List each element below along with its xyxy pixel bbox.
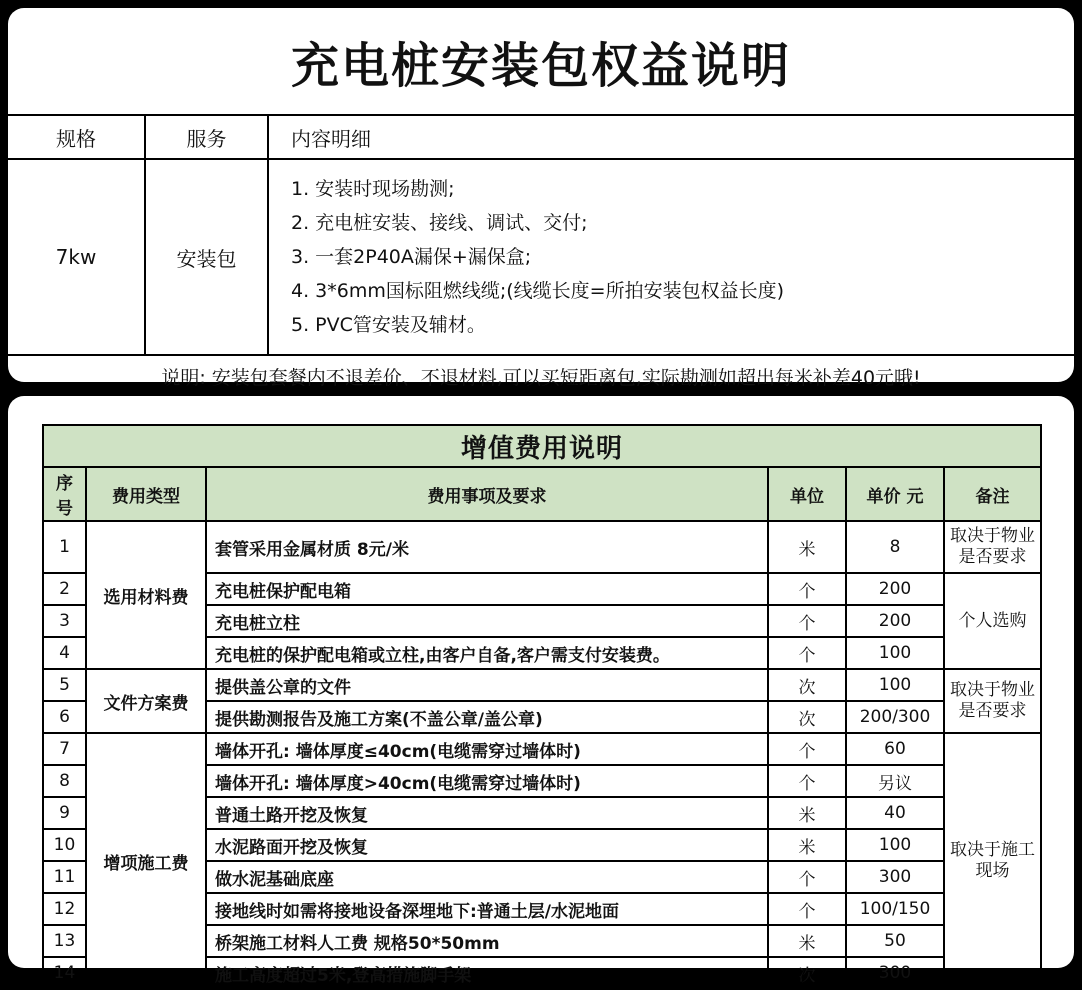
spec-value: 7kw	[8, 159, 145, 355]
fee-unit: 次	[768, 669, 846, 701]
fee-unit: 米	[768, 829, 846, 861]
header-detail: 内容明细	[268, 116, 1074, 159]
fee-type: 增项施工费	[86, 733, 206, 989]
col-header-remark: 备注	[944, 467, 1041, 521]
fee-price: 另议	[846, 765, 944, 797]
fee-item: 墙体开孔: 墙体厚度≤40cm(电缆需穿过墙体时)	[206, 733, 768, 765]
row-no: 8	[43, 765, 86, 797]
fee-unit: 次	[768, 701, 846, 733]
fee-unit: 个	[768, 637, 846, 669]
fee-unit: 米	[768, 797, 846, 829]
fee-unit: 次	[768, 957, 846, 989]
fee-unit: 米	[768, 925, 846, 957]
fee-item: 做水泥基础底座	[206, 861, 768, 893]
row-no: 7	[43, 733, 86, 765]
fee-item: 充电桩立柱	[206, 605, 768, 637]
fee-unit: 个	[768, 893, 846, 925]
col-header-item: 费用事项及要求	[206, 467, 768, 521]
fee-item: 套管采用金属材质 8元/米	[206, 521, 768, 573]
fee-unit: 个	[768, 573, 846, 605]
fee-remark: 取决于物业 是否要求	[944, 521, 1041, 573]
row-no: 13	[43, 925, 86, 957]
fee-item: 接地线时如需将接地设备深埋地下:普通土层/水泥地面	[206, 893, 768, 925]
service-value: 安装包	[145, 159, 268, 355]
fee-price: 40	[846, 797, 944, 829]
fee-price: 300	[846, 861, 944, 893]
fee-price: 100	[846, 669, 944, 701]
col-header-type: 费用类型	[86, 467, 206, 521]
row-no: 5	[43, 669, 86, 701]
header-service: 服务	[145, 116, 268, 159]
fee-remark: 取决于施工 现场	[944, 733, 1041, 989]
row-no: 6	[43, 701, 86, 733]
fee-unit: 个	[768, 605, 846, 637]
fee-type: 文件方案费	[86, 669, 206, 733]
fee-item: 水泥路面开挖及恢复	[206, 829, 768, 861]
col-header-unit: 单位	[768, 467, 846, 521]
detail-item: 2. 充电桩安装、接线、调试、交付;	[291, 212, 588, 234]
fee-price: 100	[846, 637, 944, 669]
fee-item: 提供勘测报告及施工方案(不盖公章/盖公章)	[206, 701, 768, 733]
package-rights-card	[8, 8, 1074, 389]
fee-item: 桥架施工材料人工费 规格50*50mm	[206, 925, 768, 957]
row-no: 2	[43, 573, 86, 605]
row-no: 12	[43, 893, 86, 925]
fee-price: 100/150	[846, 893, 944, 925]
row-no: 9	[43, 797, 86, 829]
fee-unit: 个	[768, 861, 846, 893]
table-row	[43, 669, 1041, 701]
fee-item: 提供盖公章的文件	[206, 669, 768, 701]
fee-item: 充电桩的保护配电箱或立柱,由客户自备,客户需支付安装费。	[206, 637, 768, 669]
fee-type: 选用材料费	[86, 521, 206, 669]
fees-title-row	[43, 425, 1041, 467]
fees-header-row	[43, 467, 1041, 521]
row-no: 10	[43, 829, 86, 861]
detail-item: 3. 一套2P40A漏保+漏保盒;	[291, 246, 532, 268]
fee-item: 施工高度超过5米,登高措施脚手架	[206, 957, 768, 989]
fee-price: 200	[846, 573, 944, 605]
row-no: 4	[43, 637, 86, 669]
detail-list	[268, 159, 1074, 355]
fee-unit: 米	[768, 521, 846, 573]
package-table	[8, 116, 1074, 396]
package-note-row	[8, 355, 1074, 396]
row-no: 1	[43, 521, 86, 573]
fee-unit: 个	[768, 765, 846, 797]
package-header-row	[8, 116, 1074, 159]
fee-price: 300	[846, 957, 944, 989]
fees-title: 增值费用说明	[43, 425, 1041, 467]
detail-item: 4. 3*6mm国标阻燃线缆;(线缆长度=所拍安装包权益长度)	[291, 280, 785, 302]
fee-item: 充电桩保护配电箱	[206, 573, 768, 605]
fee-price: 50	[846, 925, 944, 957]
row-no: 3	[43, 605, 86, 637]
fee-unit: 个	[768, 733, 846, 765]
table-row	[43, 733, 1041, 765]
fee-item: 普通土路开挖及恢复	[206, 797, 768, 829]
fee-remark: 个人选购	[944, 573, 1041, 669]
fees-table	[42, 424, 1042, 990]
page-title: 充电桩安装包权益说明	[8, 8, 1074, 116]
fee-item: 墙体开孔: 墙体厚度>40cm(电缆需穿过墙体时)	[206, 765, 768, 797]
fee-remark: 取决于物业 是否要求	[944, 669, 1041, 733]
fee-price: 8	[846, 521, 944, 573]
detail-item: 5. PVC管安装及辅材。	[291, 314, 486, 336]
col-header-no: 序号	[43, 467, 86, 521]
fee-price: 100	[846, 829, 944, 861]
row-no: 11	[43, 861, 86, 893]
fee-price: 60	[846, 733, 944, 765]
package-note: 说明: 安装包套餐内不退差价、不退材料,可以买短距离包,实际勘测如超出每米补差40元哦!	[8, 355, 1074, 396]
header-spec: 规格	[8, 116, 145, 159]
table-row	[43, 521, 1041, 573]
col-header-price: 单价 元	[846, 467, 944, 521]
detail-item: 1. 安装时现场勘测;	[291, 178, 455, 200]
fee-price: 200	[846, 605, 944, 637]
fee-price: 200/300	[846, 701, 944, 733]
row-no: 14	[43, 957, 86, 989]
package-content-row	[8, 159, 1074, 355]
fees-card	[8, 396, 1074, 986]
